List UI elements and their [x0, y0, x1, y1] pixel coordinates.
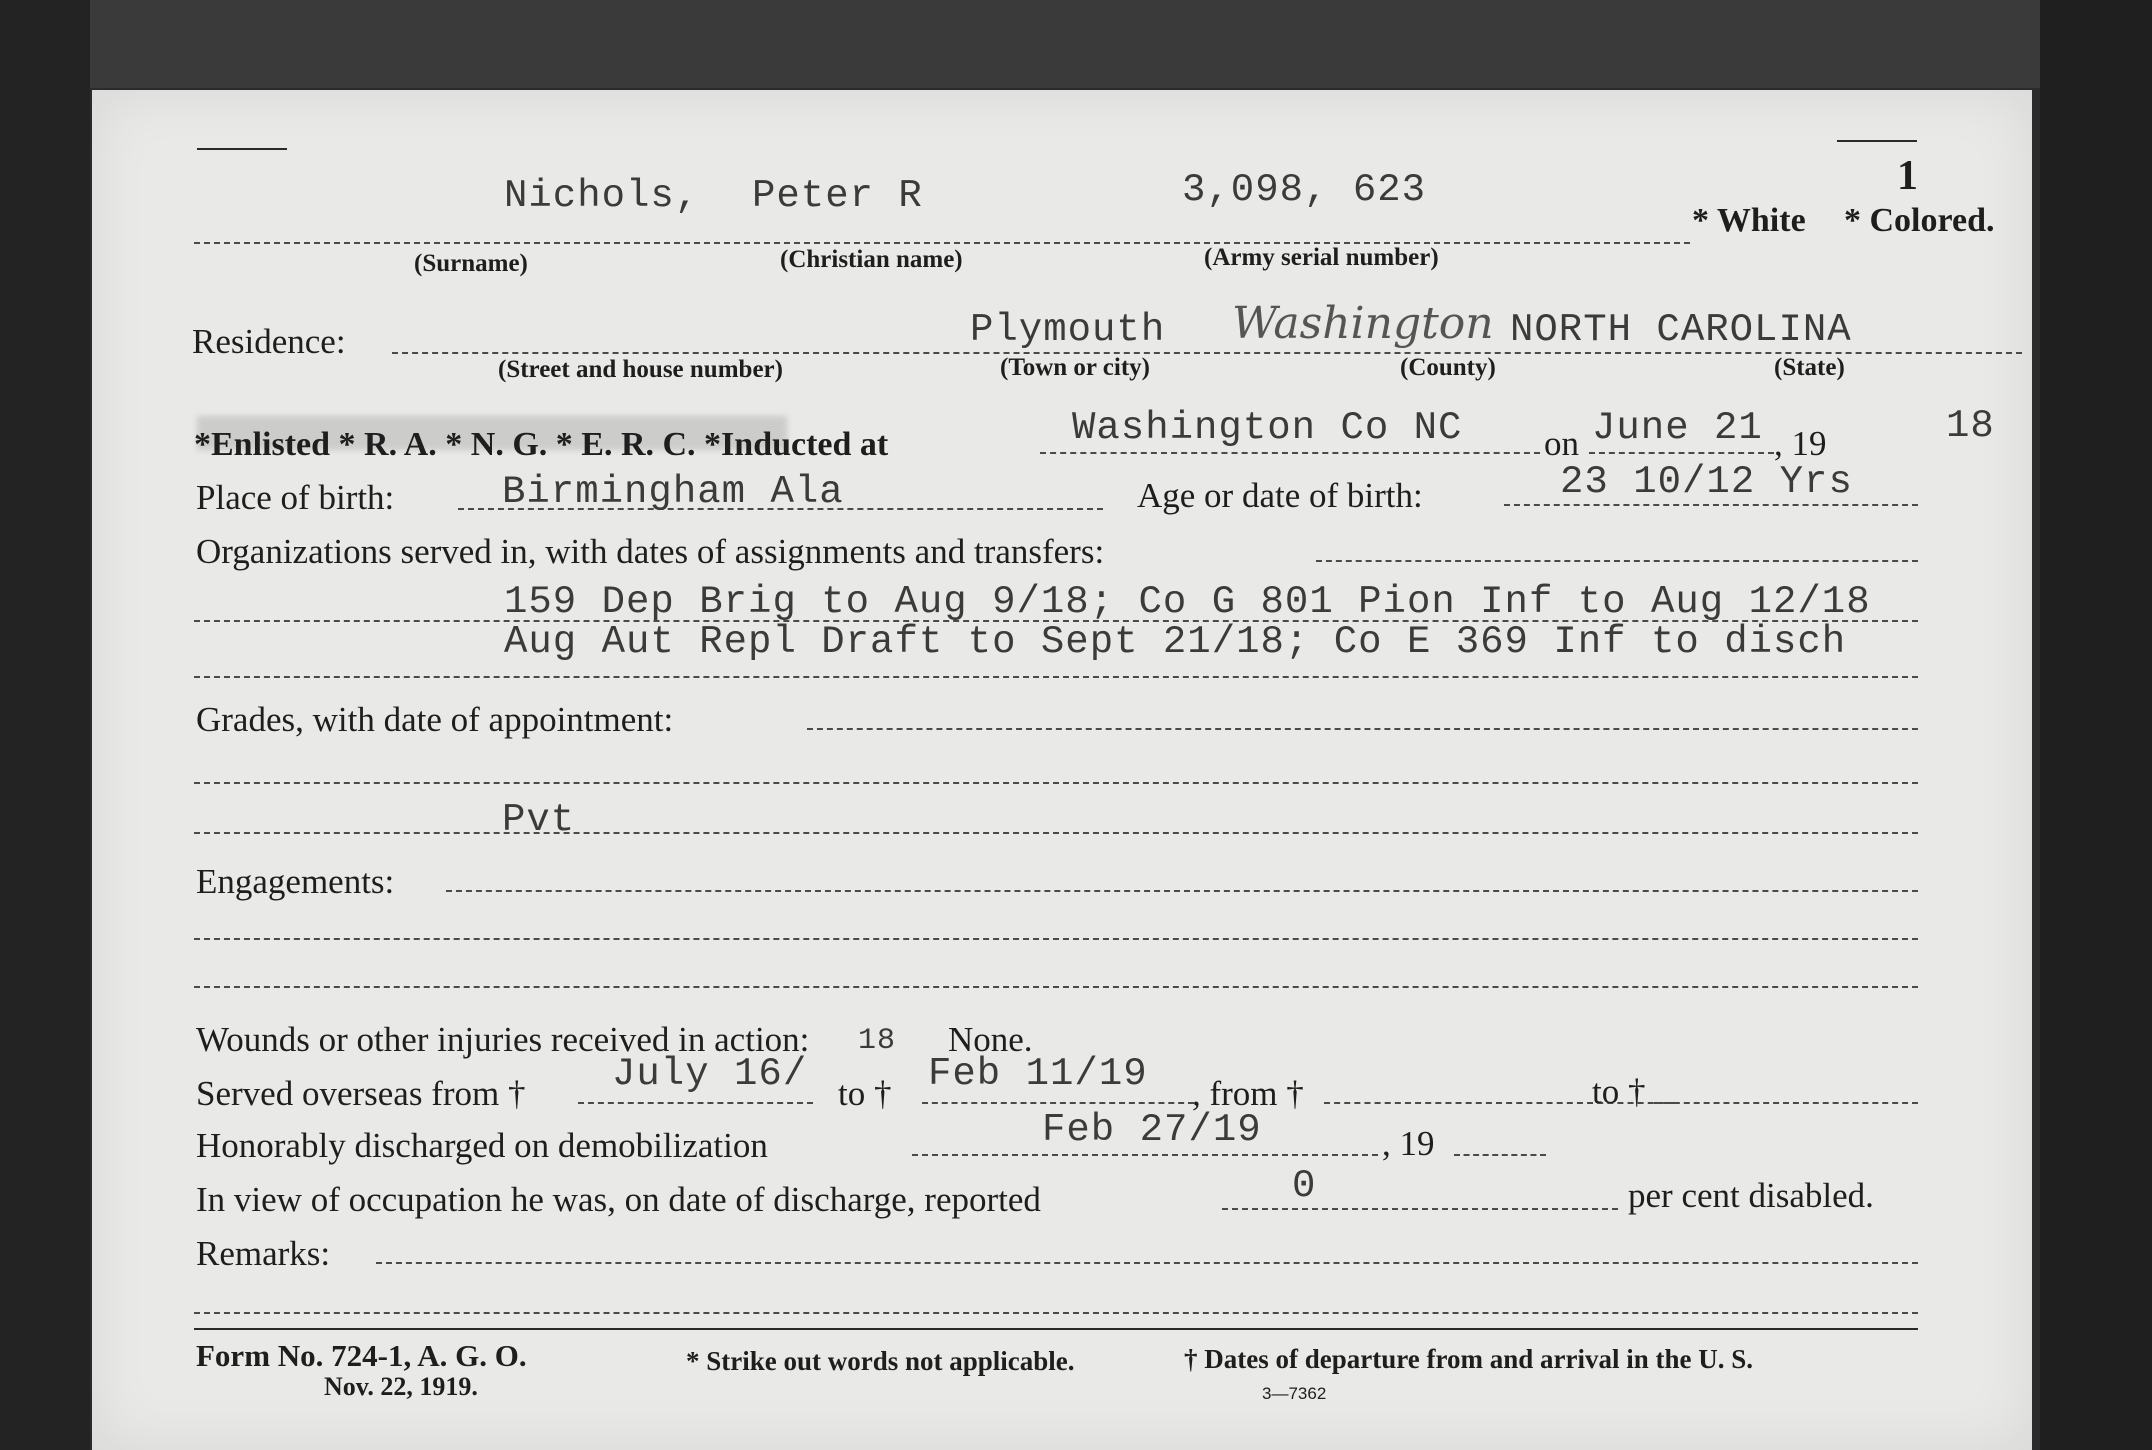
overseas-to-line [922, 1102, 1194, 1104]
caption-street: (Street and house number) [498, 356, 783, 383]
discharge-label: Honorably discharged on demobilization [196, 1126, 768, 1165]
organizations-label: Organizations served in, with dates of assignments and transfers: [196, 532, 1105, 571]
inducted-at-line [1040, 452, 1540, 454]
caption-county: (County) [1400, 354, 1496, 381]
race-colored: * Colored. [1844, 202, 1995, 239]
name-line [194, 242, 1690, 244]
caption-serial-number: (Army serial number) [1204, 244, 1439, 271]
scan-border-right [2040, 0, 2152, 1450]
top-left-mark [197, 148, 287, 150]
service-record-card [92, 90, 2032, 1450]
grades-label: Grades, with date of appointment: [196, 700, 674, 739]
enlisted-label: *Enlisted * R. A. * N. G. * E. R. C. *Inducted at [194, 426, 889, 463]
caption-state: (State) [1774, 354, 1845, 381]
overseas-to2-label: to † [1592, 1072, 1646, 1111]
state-value: NORTH CAROLINA [1510, 308, 1852, 352]
organizations-line2-value: Aug Aut Repl Draft to Sept 21/18; Co E 369 Inf to disch [504, 620, 1847, 664]
discharge-date-value: Feb 27/19 [1042, 1108, 1262, 1152]
induction-year-value: 18 [1946, 404, 1995, 448]
grade-value: Pvt [502, 798, 576, 842]
serial-number-value: 3,098, 623 [1182, 168, 1427, 212]
form-number: Form No. 724-1, A. G. O. [196, 1338, 527, 1373]
county-value: Washington [1232, 298, 1494, 349]
overseas-from2-label: , from † [1192, 1074, 1304, 1113]
footnote-dates: † Dates of departure from and arrival in the U. S. [1184, 1344, 1753, 1374]
engagements-line-2 [194, 986, 1918, 988]
remarks-line-1 [194, 1312, 1918, 1314]
overseas-to-label: to † [838, 1074, 892, 1113]
disability-line [1222, 1208, 1618, 1210]
organizations-line-0 [1316, 560, 1918, 562]
occupation-label: In view of occupation he was, on date of discharge, reported [196, 1180, 1041, 1219]
engagements-line-0 [446, 890, 1918, 892]
overseas-label: Served overseas from † [196, 1074, 526, 1113]
remarks-line-0 [376, 1262, 1918, 1264]
top-right-mark [1837, 140, 1917, 142]
caption-surname: (Surname) [414, 250, 528, 277]
age-line [1504, 504, 1918, 506]
caption-christian-name: (Christian name) [780, 246, 963, 273]
scan-border-left [0, 0, 90, 1450]
card-number: 1 [1897, 153, 1918, 199]
remarks-label: Remarks: [196, 1234, 331, 1273]
age-value: 23 10/12 Yrs [1560, 460, 1853, 504]
age-label: Age or date of birth: [1137, 476, 1423, 515]
overseas-to-value: Feb 11/19 [928, 1052, 1148, 1096]
overseas-from-line [578, 1102, 813, 1104]
residence-label: Residence: [192, 322, 346, 361]
wounds-label: Wounds or other injuries received in action: [196, 1020, 810, 1059]
overseas-from-year: 18 [858, 1024, 897, 1058]
print-code: 3—7362 [1262, 1384, 1327, 1403]
remarks-bottom-rule [194, 1328, 1918, 1330]
scan-border-top [90, 0, 2040, 88]
discharge-year-prefix: , 19 [1382, 1124, 1435, 1163]
footnote-strike-out: * Strike out words not applicable. [686, 1346, 1075, 1376]
caption-town: (Town or city) [1000, 354, 1150, 381]
surname-value: Nichols, [504, 174, 700, 218]
discharge-date-line [912, 1154, 1378, 1156]
induction-date-line [1589, 452, 1774, 454]
grades-line-1 [194, 782, 1918, 784]
race-white: * White [1692, 202, 1806, 239]
town-value: Plymouth [970, 308, 1166, 352]
birthplace-value: Birmingham Ala [502, 470, 844, 514]
organizations-line1-value: 159 Dep Brig to Aug 9/18; Co G 801 Pion Inf to Aug 12/18 [504, 580, 1871, 624]
christian-name-value: Peter R [752, 174, 923, 218]
overseas-from-value: July 16/ [612, 1052, 808, 1096]
overseas-to2-line [1654, 1102, 1918, 1104]
form-date: Nov. 22, 1919. [324, 1372, 478, 1401]
engagements-line-1 [194, 938, 1918, 940]
year-prefix: , 19 [1774, 424, 1827, 463]
on-label: on [1544, 424, 1579, 463]
organizations-line-2 [194, 676, 1918, 678]
wounds-value: None. [948, 1020, 1033, 1059]
disabled-label: per cent disabled. [1628, 1176, 1874, 1215]
grades-line-0 [807, 728, 1918, 730]
induction-date-value: June 21 [1592, 406, 1763, 450]
disability-value: 0 [1292, 1164, 1317, 1208]
grades-line-2 [194, 832, 1918, 834]
birthplace-label: Place of birth: [196, 478, 395, 517]
inducted-at-value: Washington Co NC [1072, 406, 1463, 450]
discharge-year-line [1454, 1154, 1546, 1156]
engagements-label: Engagements: [196, 862, 395, 901]
